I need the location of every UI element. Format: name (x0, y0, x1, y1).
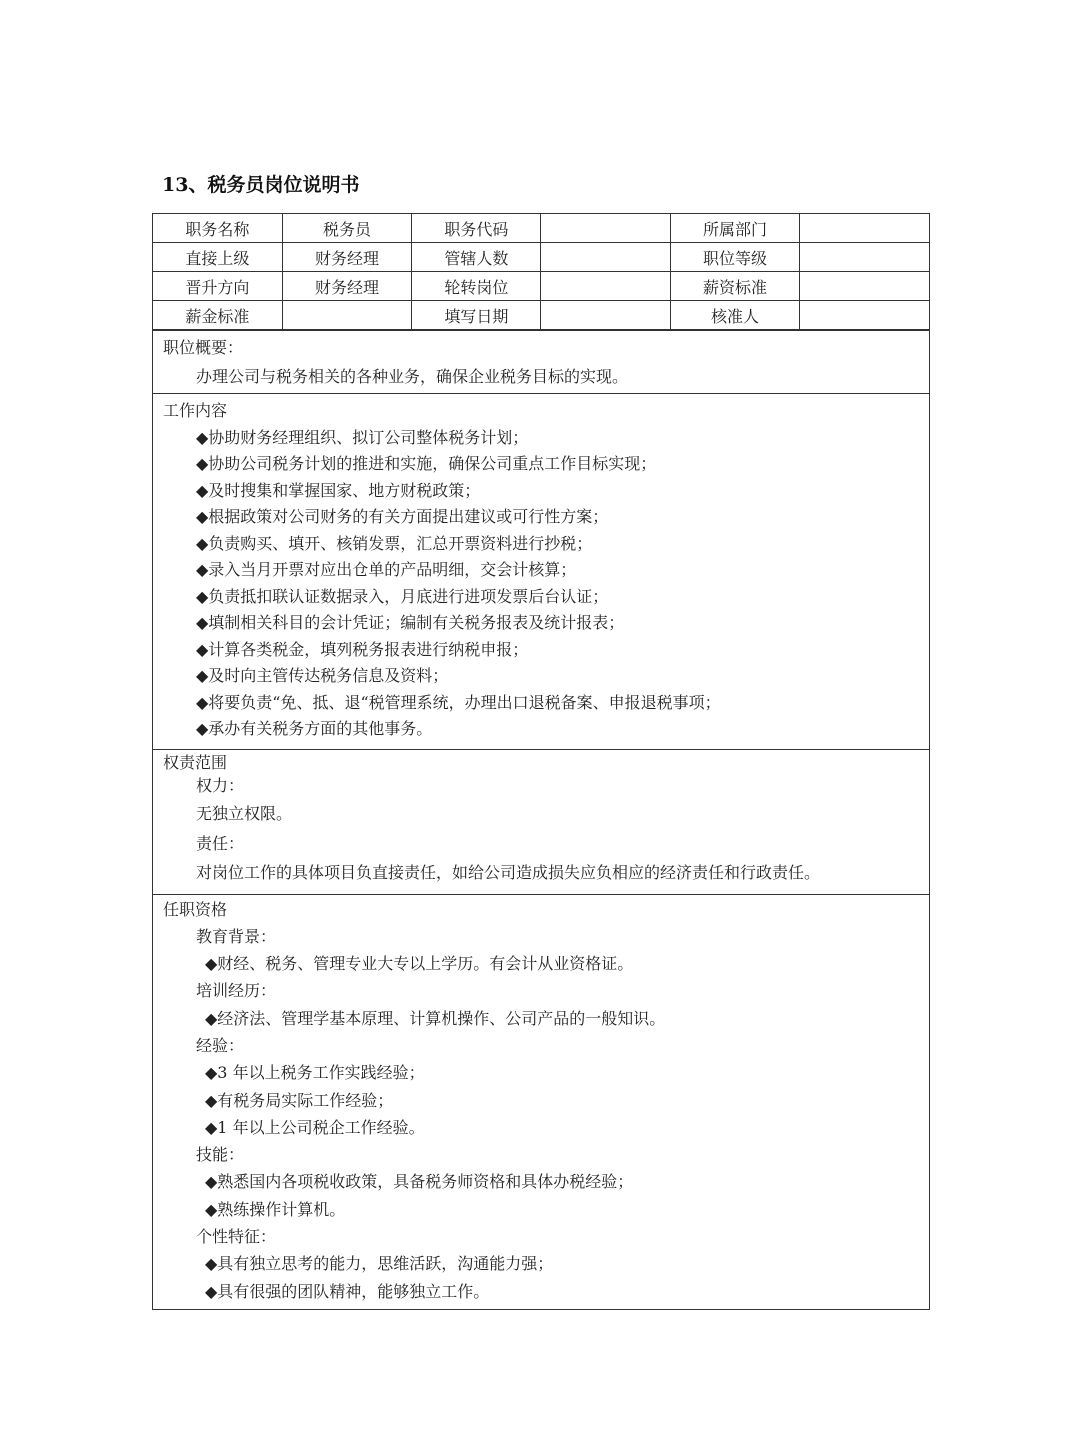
list-item: ◆3 年以上税务工作实践经验； (205, 1063, 425, 1083)
header-label-cell: 职务名称 (153, 214, 282, 243)
list-item: ◆熟悉国内各项税收政策，具备税务师资格和具体办税经验； (205, 1172, 634, 1192)
skills-items (163, 1168, 919, 1223)
header-value-cell (800, 214, 929, 243)
header-label-cell: 薪资标准 (670, 272, 799, 301)
list-item: ◆具有很强的团队精神，能够独立工作。 (205, 1281, 490, 1301)
summary-text: 办理公司与税务相关的各种业务，确保企业税务目标的实现。 (196, 367, 629, 386)
header-label-cell: 直接上级 (153, 243, 282, 272)
list-item: ◆财经、税务、管理专业大专以上学历。有会计从业资格证。 (205, 954, 634, 974)
header-value-cell (541, 243, 670, 272)
personality-label: 个性特征： (196, 1227, 277, 1247)
experience-items (163, 1059, 919, 1141)
job-description-form (152, 213, 930, 1310)
header-value-cell (541, 272, 670, 301)
header-value-cell: 税务员 (282, 214, 411, 243)
list-item: ◆填制相关科目的会计凭证；编制有关税务报表及统计报表； (196, 613, 625, 632)
header-value-cell (282, 301, 411, 330)
qualification-section (153, 894, 929, 1309)
header-value-cell (800, 243, 929, 272)
list-item: ◆计算各类税金，填列税务报表进行纳税申报； (196, 639, 529, 659)
header-label-cell: 薪金标准 (153, 301, 282, 330)
header-label-cell: 晋升方向 (153, 272, 282, 301)
power-label: 权力： (196, 775, 245, 795)
list-item: ◆熟练操作计算机。 (205, 1199, 346, 1219)
header-label-cell: 管辖人数 (412, 243, 541, 272)
list-item: ◆协助公司税务计划的推进和实施，确保公司重点工作目标实现； (196, 454, 657, 473)
work-items (163, 425, 919, 743)
power-text: 无独立权限。 (196, 803, 293, 823)
header-label-cell: 职位等级 (670, 243, 799, 272)
list-item: ◆及时搜集和掌握国家、地方财税政策； (196, 480, 481, 500)
list-item: ◆经济法、管理学基本原理、计算机操作、公司产品的一般知识。 (205, 1008, 666, 1028)
header-label-cell: 轮转岗位 (412, 272, 541, 301)
list-item: ◆1 年以上公司税企工作经验。 (205, 1117, 425, 1137)
authority-section (153, 749, 929, 894)
list-item: ◆负责抵扣联认证数据录入，月底进行进项发票后台认证； (196, 586, 609, 606)
duty-label: 责任： (196, 833, 245, 853)
list-item: ◆及时向主管传达税务信息及资料； (196, 666, 449, 685)
education-items (163, 950, 919, 977)
header-row (153, 272, 929, 301)
training-label: 培训经历： (196, 981, 277, 1001)
personality-items (163, 1250, 919, 1305)
header-value-cell: 财务经理 (282, 243, 411, 272)
header-table (153, 214, 929, 330)
experience-label: 经验： (196, 1035, 245, 1055)
list-item: ◆根据政策对公司财务的有关方面提出建议或可行性方案； (196, 507, 609, 526)
list-item: ◆协助财务经理组织、拟订公司整体税务计划； (196, 427, 529, 447)
header-row (153, 301, 929, 330)
duty-text: 对岗位工作的具体项目负直接责任，如给公司造成损失应负相应的经济责任和行政责任。 (196, 862, 821, 882)
authority-label: 权责范围 (163, 752, 228, 772)
list-item: ◆具有独立思考的能力，思维活跃，沟通能力强； (205, 1254, 554, 1274)
list-item: ◆承办有关税务方面的其他事务。 (196, 719, 433, 738)
qualification-label: 任职资格 (163, 899, 228, 919)
work-section (153, 393, 929, 749)
summary-label: 职位概要： (163, 338, 244, 357)
list-item: ◆录入当月开票对应出仓单的产品明细，交会计核算； (196, 560, 577, 579)
header-label-cell: 所属部门 (670, 214, 799, 243)
header-value-cell (541, 301, 670, 330)
header-label-cell: 职务代码 (412, 214, 541, 243)
header-label-cell: 核准人 (670, 301, 799, 330)
header-label-cell: 填写日期 (412, 301, 541, 330)
work-label: 工作内容 (163, 401, 228, 420)
header-row (153, 214, 929, 243)
training-items (163, 1005, 919, 1032)
list-item: ◆负责购买、填开、核销发票，汇总开票资料进行抄税； (196, 533, 593, 553)
header-value-cell: 财务经理 (282, 272, 411, 301)
header-value-cell (541, 214, 670, 243)
list-item: ◆将要负责“免、抵、退“税管理系统，办理出口退税备案、申报退税事项； (196, 692, 721, 712)
list-item: ◆有税务局实际工作经验； (205, 1090, 394, 1110)
summary-section (153, 330, 929, 393)
skills-label: 技能： (196, 1145, 245, 1165)
document-title: 13、税务员岗位说明书 (162, 174, 360, 196)
header-value-cell (800, 272, 929, 301)
header-value-cell (800, 301, 929, 330)
header-row (153, 243, 929, 272)
education-label: 教育背景： (196, 926, 277, 946)
